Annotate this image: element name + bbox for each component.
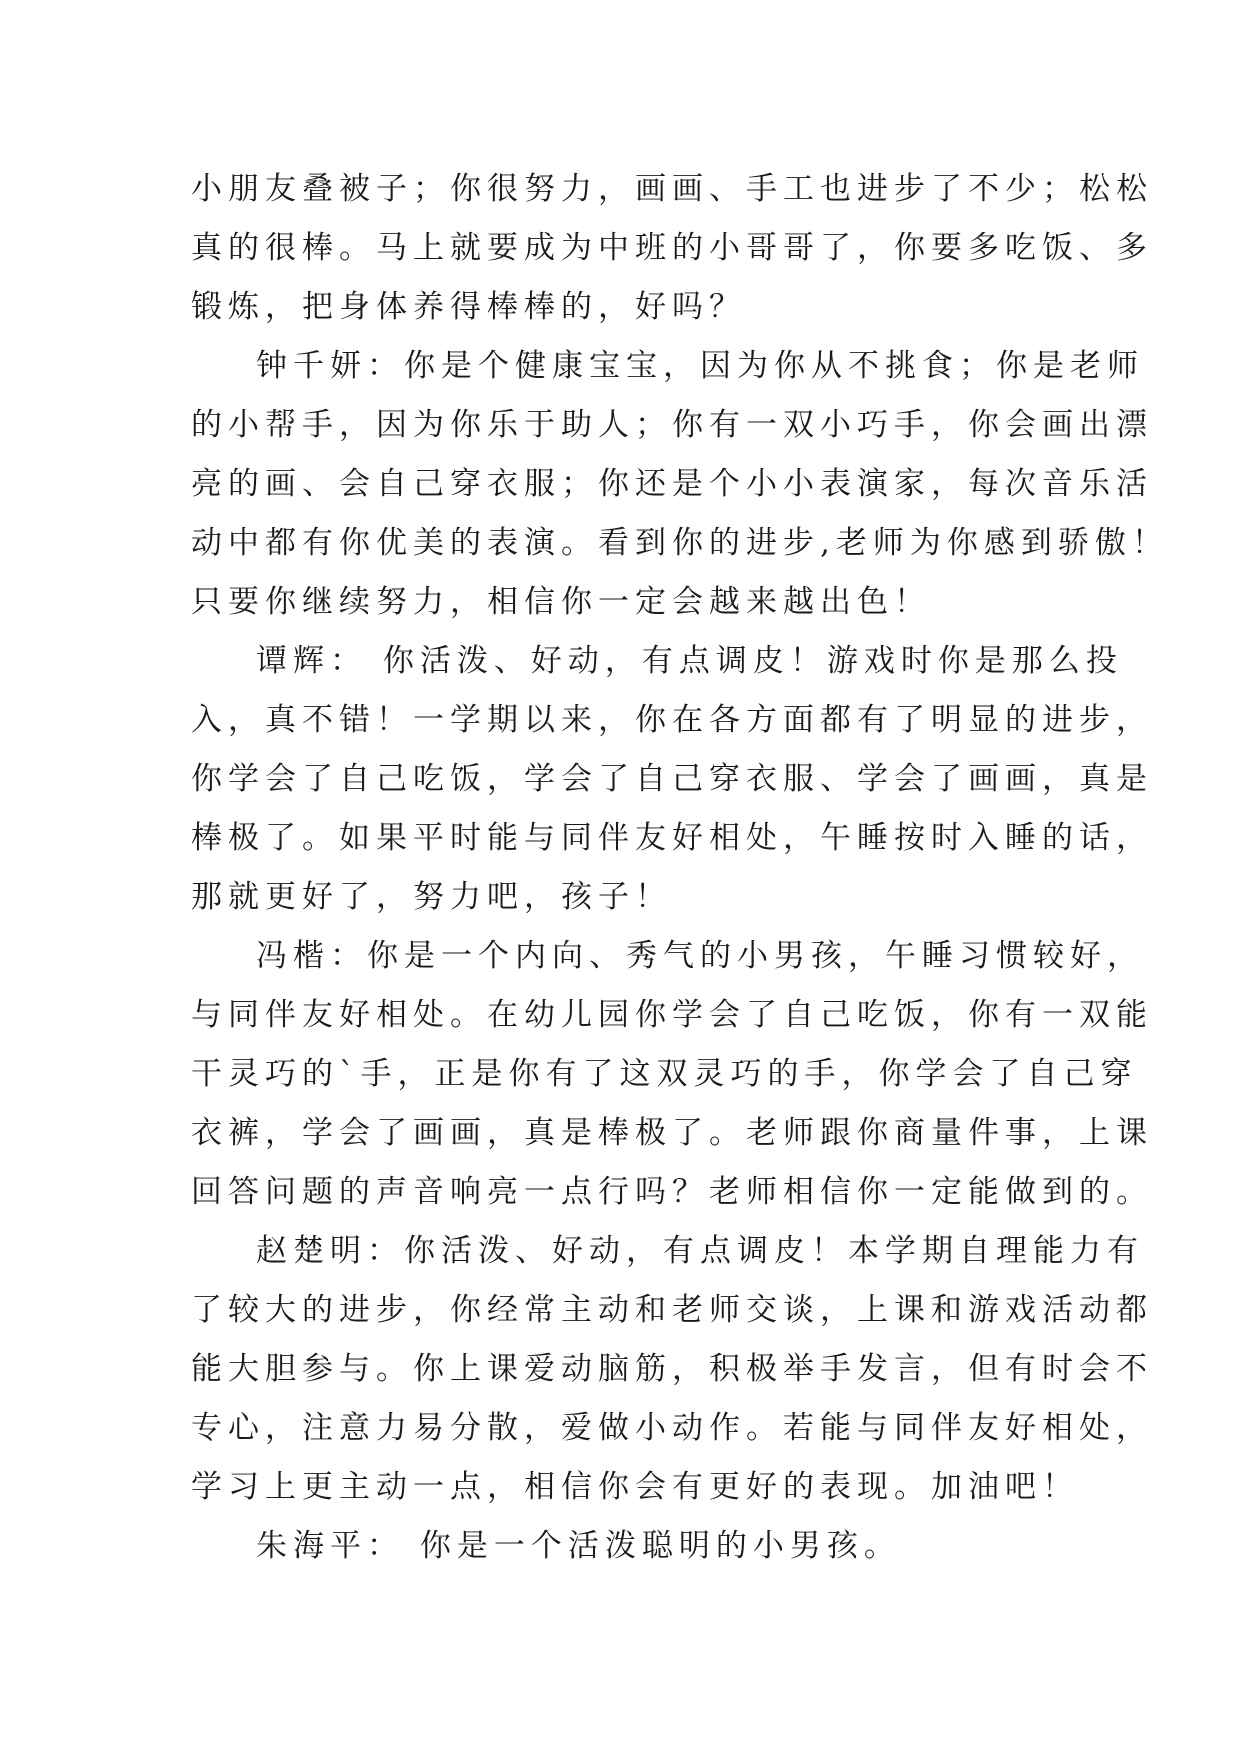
paragraph-start-line: 冯楷：你是一个内向、秀气的小男孩，午睡习惯较好， [256, 938, 1144, 974]
text-line: 能大胆参与。你上课爱动脑筋，积极举手发言，但有时会不 [191, 1351, 1153, 1387]
text-line: 入，真不错！一学期以来，你在各方面都有了明显的进步， [191, 702, 1153, 738]
text-line: 那就更好了，努力吧，孩子！ [191, 879, 672, 915]
text-line: 衣裤，学会了画画，真是棒极了。老师跟你商量件事，上课 [191, 1115, 1153, 1151]
text-line: 真的很棒。马上就要成为中班的小哥哥了，你要多吃饭、多 [191, 230, 1153, 266]
text-line: 棒极了。如果平时能与同伴友好相处，午睡按时入睡的话， [191, 820, 1153, 856]
text-line: 与同伴友好相处。在幼儿园你学会了自己吃饭，你有一双能 [191, 997, 1153, 1033]
text-line: 你学会了自己吃饭，学会了自己穿衣服、学会了画画，真是 [191, 761, 1153, 797]
text-line: 锻炼，把身体养得棒棒的，好吗？ [191, 289, 746, 325]
text-line: 小朋友叠被子；你很努力，画画、手工也进步了不少；松松 [191, 171, 1153, 207]
paragraph-start-line: 钟千妍：你是个健康宝宝，因为你从不挑食；你是老师 [256, 348, 1144, 384]
text-line: 专心，注意力易分散，爱做小动作。若能与同伴友好相处， [191, 1410, 1153, 1446]
text-line: 的小帮手，因为你乐于助人；你有一双小巧手，你会画出漂 [191, 407, 1153, 443]
text-line: 只要你继续努力，相信你一定会越来越出色！ [191, 584, 931, 620]
text-line: 干灵巧的`手，正是你有了这双灵巧的手，你学会了自己穿 [191, 1056, 1138, 1092]
text-line: 学习上更主动一点，相信你会有更好的表现。加油吧！ [191, 1469, 1079, 1505]
text-line: 动中都有你优美的表演。看到你的进步,老师为你感到骄傲！ [191, 525, 1169, 561]
text-line: 回答问题的声音响亮一点行吗？老师相信你一定能做到的。 [191, 1174, 1153, 1210]
paragraph-start-line: 赵楚明：你活泼、好动，有点调皮！本学期自理能力有 [256, 1233, 1144, 1269]
text-line: 了较大的进步，你经常主动和老师交谈，上课和游戏活动都 [191, 1292, 1153, 1328]
paragraph-start-line: 朱海平： 你是一个活泼聪明的小男孩。 [256, 1528, 901, 1564]
text-line: 亮的画、会自己穿衣服；你还是个小小表演家，每次音乐活 [191, 466, 1153, 502]
paragraph-start-line: 谭辉： 你活泼、好动，有点调皮！游戏时你是那么投 [256, 643, 1123, 679]
document-body [191, 160, 1169, 1576]
